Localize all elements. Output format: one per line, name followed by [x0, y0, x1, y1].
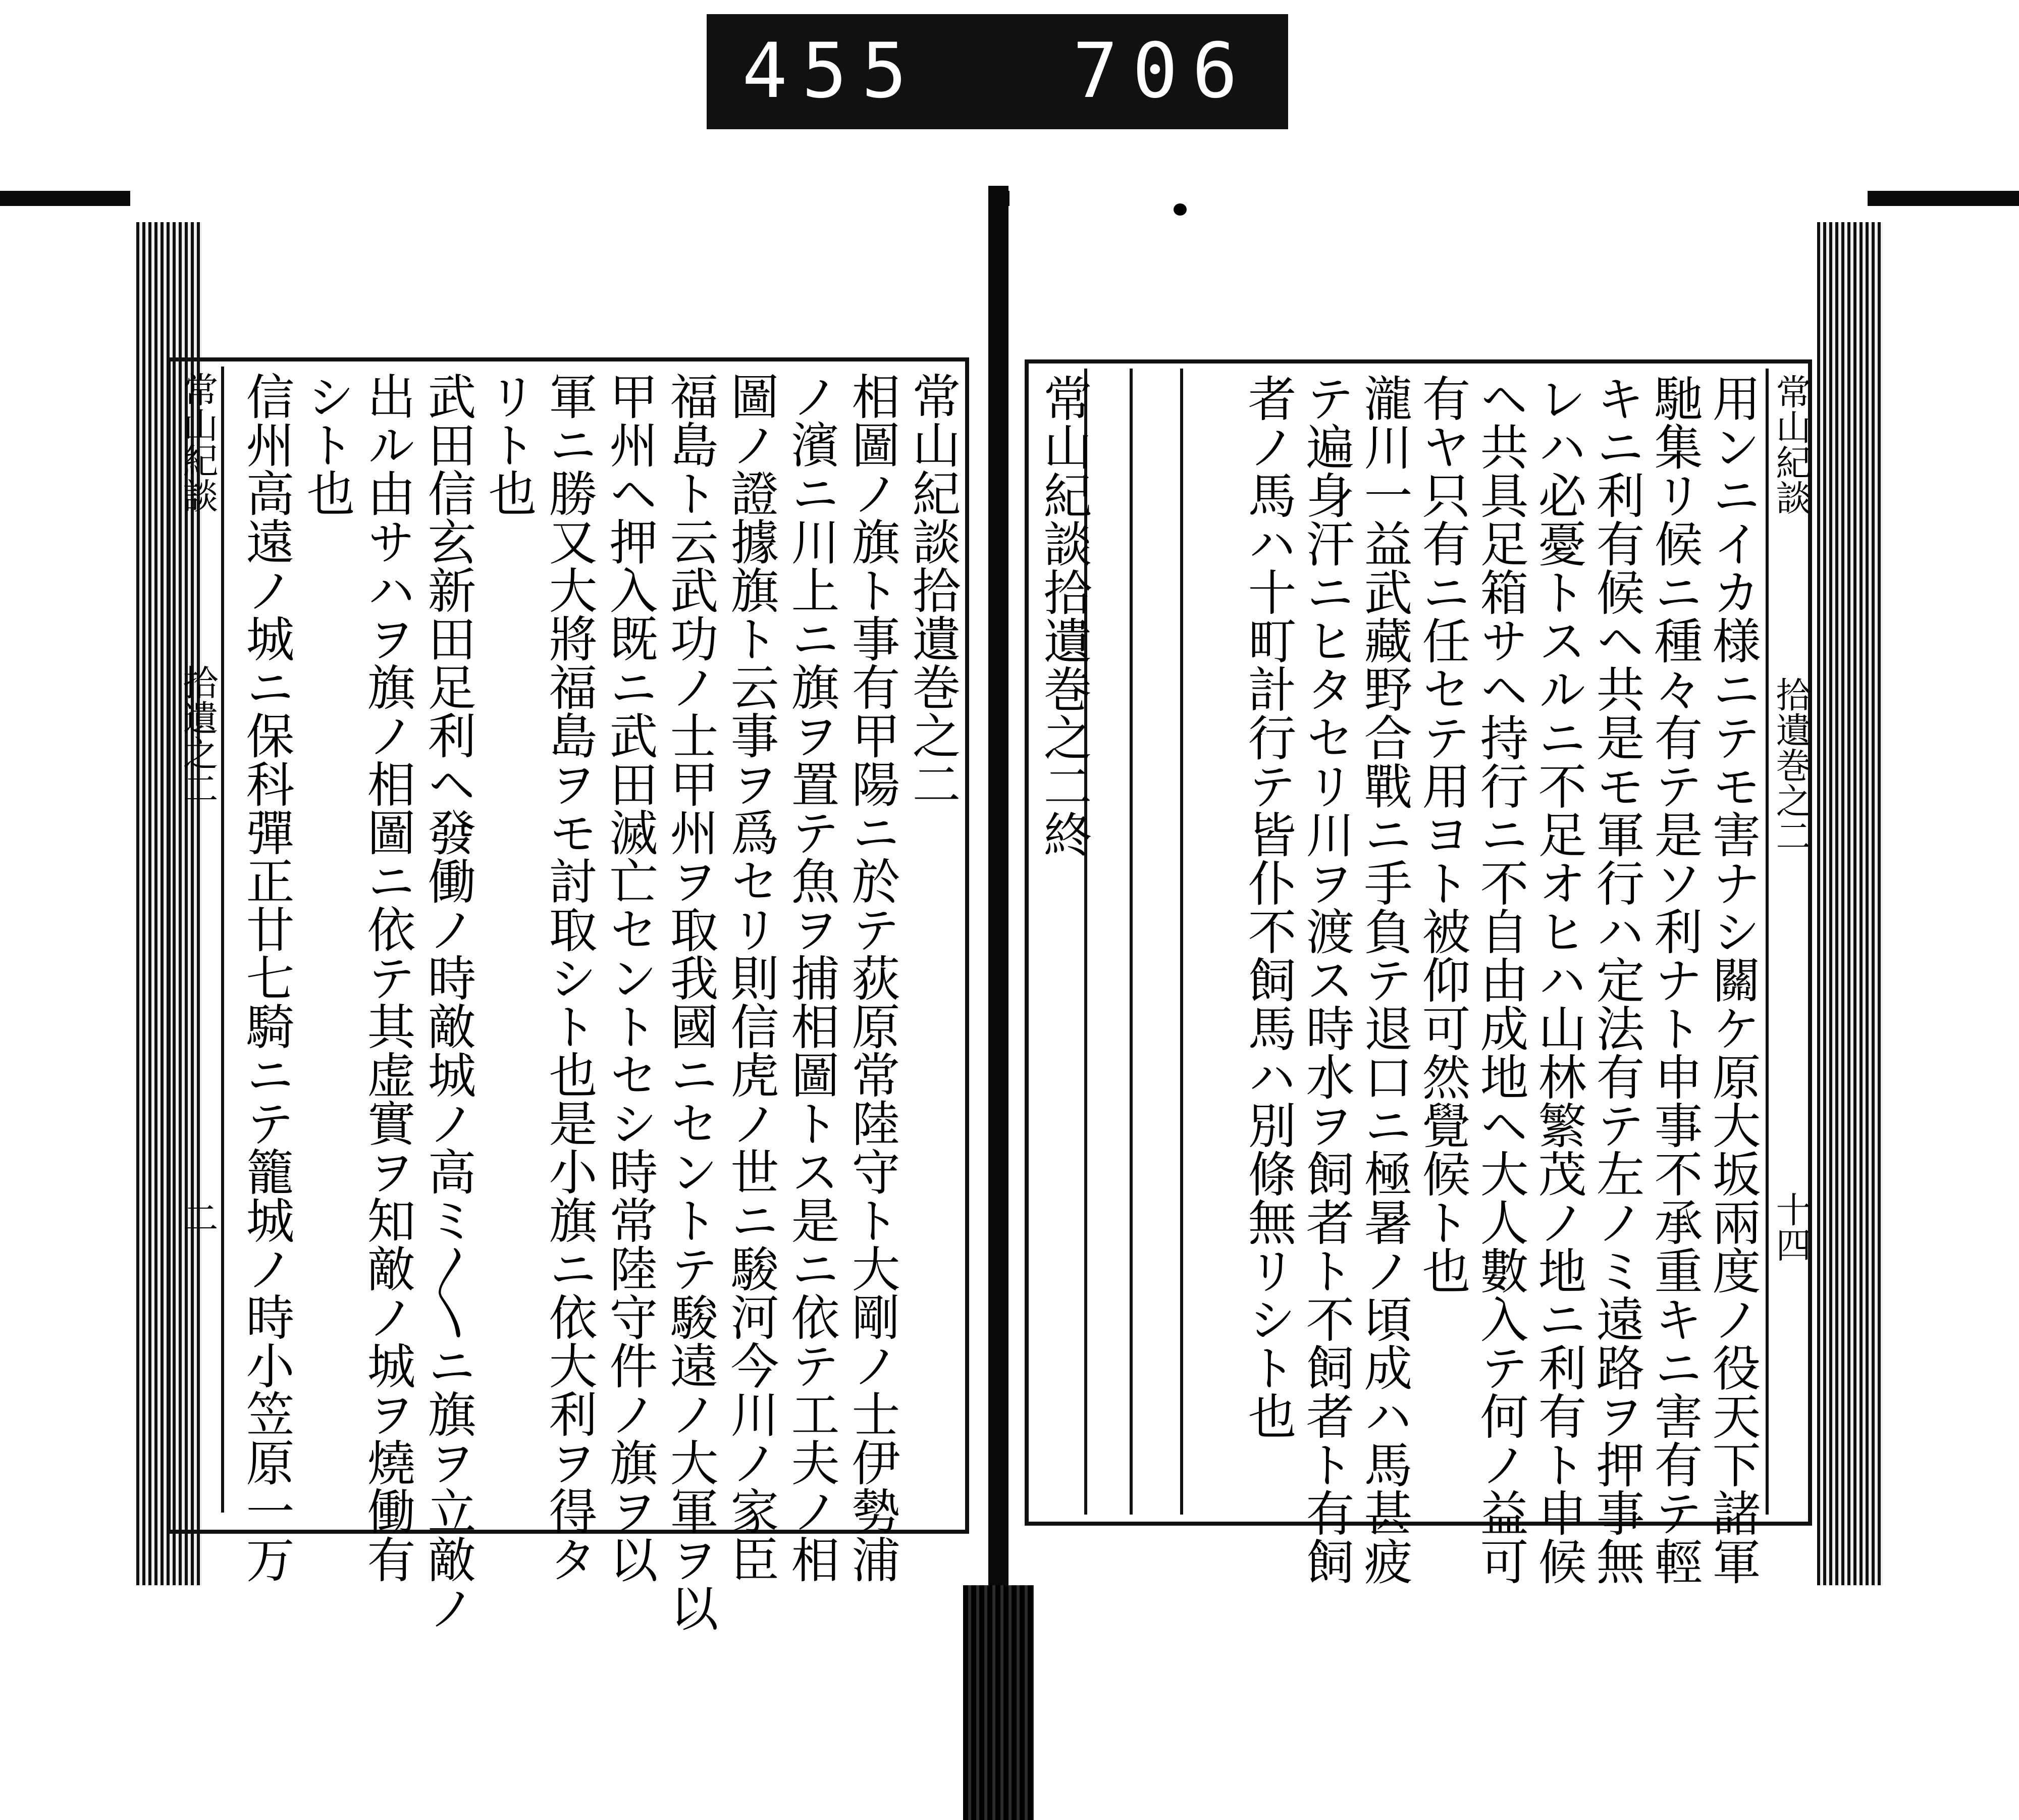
text-column: 出ル由サハヲ旗ノ相圖ニ依テ其虚實ヲ知敵ノ城ヲ燒働有: [359, 372, 416, 1583]
text-column: 甲州ヘ押入既ニ武田滅亡セントセシ時常陸守件ノ旗ヲ以: [602, 372, 658, 1583]
text-column: テ遍身汗ニヒタセリ川ヲ渡ス時水ヲ飼者ト不飼者ト有飼: [1298, 374, 1355, 1585]
right-page-edges: [1817, 222, 1883, 1585]
book-spine: [988, 186, 1008, 1609]
ink-dot: [1174, 203, 1187, 216]
left-margin-volume: 拾遺之二: [177, 664, 219, 806]
text-column: ノ濱ニ川上ニ旗ヲ置テ魚ヲ捕相圖トス是ニ依テ工夫ノ相: [783, 372, 840, 1583]
text-column: 常山紀談拾遺巻之二: [905, 372, 961, 808]
text-column: シト也: [299, 372, 355, 517]
margin-rule: [1766, 369, 1769, 1515]
text-column: 馳集リ候ニ種々有テ是ソ利ナト申事不承重キニ害有テ輕: [1646, 374, 1703, 1585]
text-column: 福島ト云武功ノ士甲州ヲ取我國ニセントテ駿遠ノ大軍ヲ以: [662, 372, 719, 1632]
call-number-label: [707, 14, 1288, 129]
volume-end-line: 常山紀談拾遺巻之二終: [1036, 374, 1092, 858]
column-rule: [1130, 369, 1133, 1515]
right-margin-folio: 十四: [1770, 1191, 1812, 1262]
right-margin-volume: 拾遺巻之二: [1770, 677, 1812, 853]
text-column: 軍ニ勝又大將福島ヲモ討取シト也是小旗ニ依大利ヲ得タ: [541, 372, 598, 1583]
left-margin-title: 常山紀談: [177, 372, 219, 513]
text-column: ヘ共具足箱サヘ持行ニ不自由成地ヘ大人數入テ何ノ益可: [1472, 374, 1529, 1585]
left-text-block: [167, 357, 969, 1632]
call-number-left: 455: [742, 27, 921, 115]
call-number-right: 706: [1072, 27, 1252, 115]
text-column: リト也: [481, 372, 537, 517]
text-column: キニ利有候ヘ共是モ軍行ハ定法有テ左ノミ遠路ヲ押事無: [1588, 374, 1645, 1585]
left-margin-folio: 二: [177, 1200, 219, 1235]
text-column: 瀧川一益武藏野合戰ニ手負テ退口ニ極暑ノ頃成ハ馬甚疲: [1356, 374, 1413, 1585]
column-rule: [1180, 369, 1183, 1515]
text-column: 用ンニイカ様ニテモ害ナシ關ケ原大坂兩度ノ役天下諸軍: [1705, 374, 1761, 1585]
text-column: 圖ノ證據旗ト云事ヲ爲セリ則信虎ノ世ニ駿河今川ノ家臣: [723, 372, 779, 1583]
text-column: 有ヤ只有ニ任セテ用ヨト被仰可然覺候ト也: [1414, 374, 1471, 1294]
text-column: 者ノ馬ハ十町計行テ皆仆不飼馬ハ別條無リシト也: [1240, 374, 1297, 1440]
text-column: 信州高遠ノ城ニ保科彈正廿七騎ニテ籠城ノ時小笠原一万: [238, 372, 295, 1583]
text-column: 武田信玄新田足利ヘ發働ノ時敵城ノ高ミ〳〵ニ旗ヲ立敵ノ: [420, 372, 476, 1632]
margin-rule: [221, 367, 224, 1513]
right-margin-title: 常山紀談: [1770, 374, 1812, 515]
bookmark-tassel: [963, 1585, 1034, 1820]
text-column: レハ必憂トスルニ不足オヒハ山林繁茂ノ地ニ利有ト申候: [1530, 374, 1587, 1585]
right-text-block: [1025, 359, 1812, 1585]
text-column: 相圖ノ旗ト事有甲陽ニ於テ荻原常陸守ト大剛ノ士伊勢浦: [844, 372, 900, 1583]
